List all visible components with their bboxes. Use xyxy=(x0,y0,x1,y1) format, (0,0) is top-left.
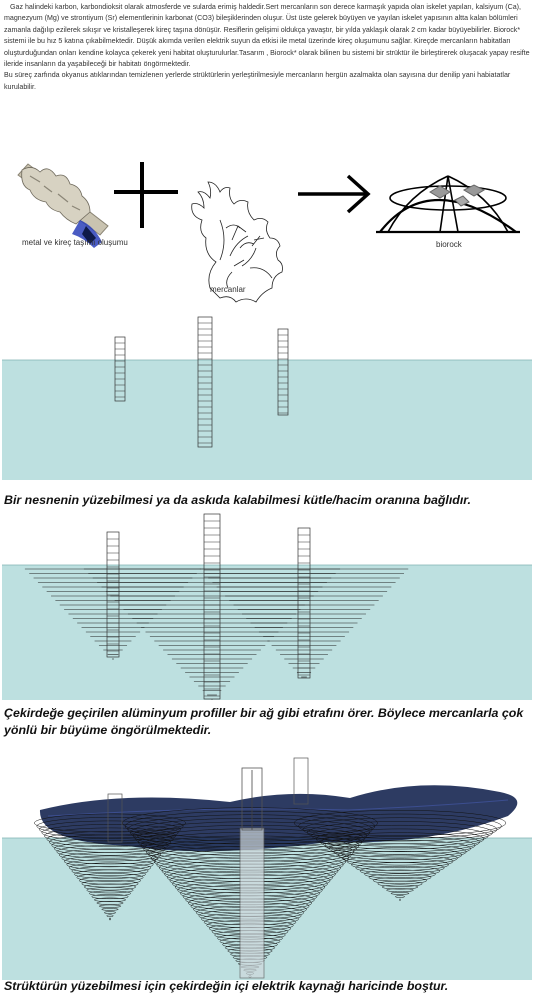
float-panel xyxy=(0,315,538,475)
intro-paragraph-2: Bu süreç zarfında okyanus atıklarından temizlenen yerlerde strüktürlerin yerleştirilmesiyle mercanların hergün azalmakta olan sayısına dur denilip yani habiatatlar kurulabilir. xyxy=(4,71,511,91)
water-body-3 xyxy=(2,838,532,980)
label-metal: metal ve kireç taşımı oluşumu xyxy=(22,238,128,247)
biorock-dome xyxy=(376,176,520,232)
concept-diagram xyxy=(0,140,538,300)
caption-2: Çekirdeğe geçirilen alüminyum profiller bir ağ gibi etrafını örer. Böylece mercanlarla çok yönlü bir büyüme öngörülmektedir. xyxy=(4,706,524,737)
caption-1: Bir nesnenin yüzebilmesi ya da askıda kalabilmesi kütle/hacim oranına bağlıdır. xyxy=(4,493,471,507)
intro-paragraph-1: Gaz halindeki karbon, karbondioksit olarak atmosferde ve sularda erimiş haldedir.Sert mercanların son derece karmaşık yapıda olan iskelet yapıları, kalsiyum (Ca), magnezyum (Mg) ve strontiyum (Sr) elementlerinin karbonat (CO3) bileşiklerinden oluşur. Üst üste gelerek büyüyen ve yayılan iskelet yapısının altta kalan bölümleri zamanla dağılıp ezilerek sıkışır ve kristalleşerek kireç taşına dönüşür. Resiflerin gelişimi oldukça yavaştır, bir yılda yaklaşık olarak 2 cm kadar büyüyebilirler. Biorock* sistemi ile bu hız 5 katına çıkabilmektedir. Düşük akımda verilen elektrik suyun da etkisi ile metal üzerinde kireç oluşumunu sağlar. Kireçde mercanların habitatları oluşturduğundan onları kendine kolayca çekerek yeni habitat oluşturulurlar.Tasarım , Biorock* olarak bilinen bu sistemi bir strüktür ile birleştirerek oluşacak yapay resifte ileride insanların da yaşabileceği bir habitatı öngörmektedir. xyxy=(4,3,530,69)
label-biorock: biorock xyxy=(436,240,462,249)
intro-text xyxy=(4,2,534,93)
arrow-right xyxy=(298,176,368,212)
net-panel xyxy=(0,510,538,710)
water-body-2 xyxy=(2,565,532,700)
render-panel xyxy=(0,750,538,980)
caption-3: Strüktürün yüzebilmesi için çekirdeğin içi elektrik kaynağı haricinde boştur. xyxy=(4,979,449,993)
coral-sketch xyxy=(192,182,283,302)
label-coral: mercanlar xyxy=(210,285,246,294)
water-body xyxy=(2,360,532,480)
metal-rod-illustration xyxy=(18,164,108,248)
plus-sign xyxy=(114,162,178,228)
